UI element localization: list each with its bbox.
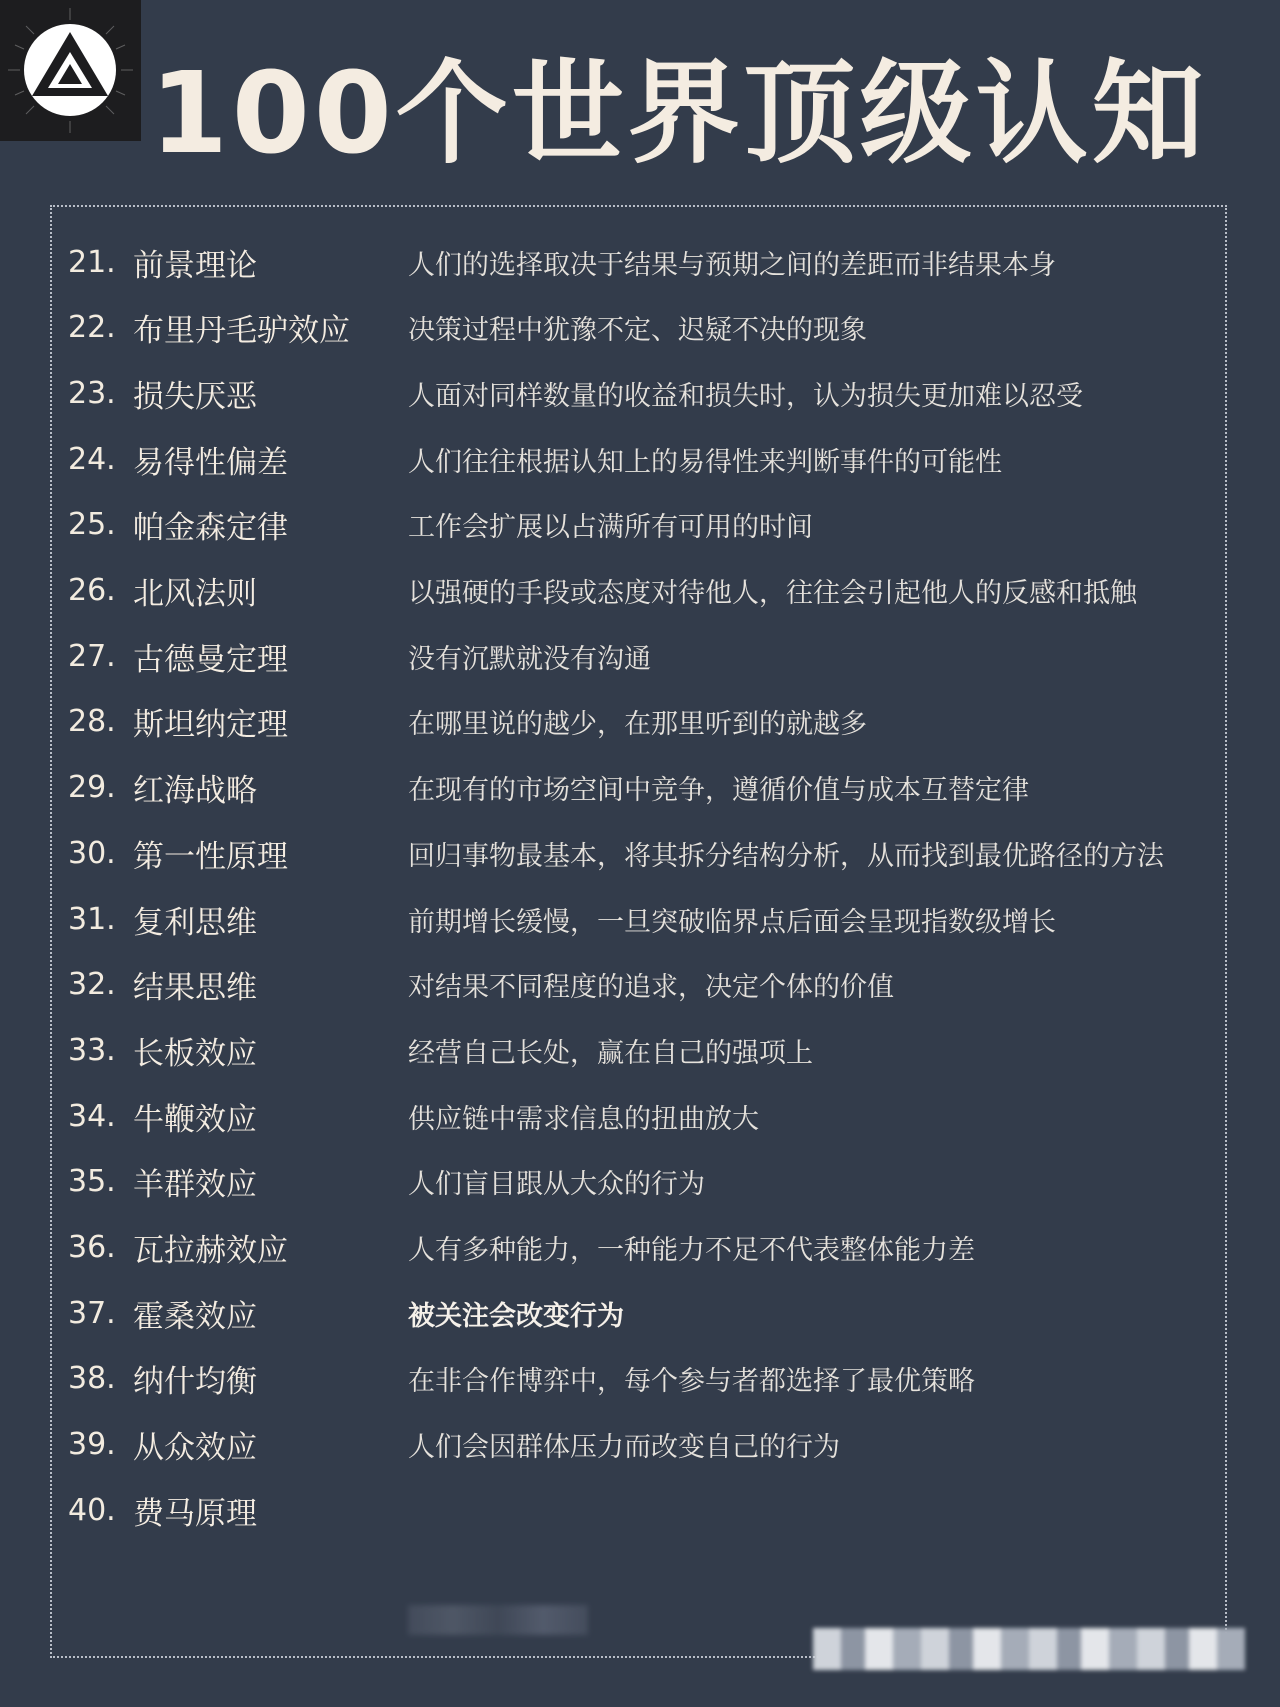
item-description: 供应链中需求信息的扭曲放大 — [408, 1103, 759, 1135]
item-number: 28. — [68, 704, 116, 740]
item-number: 34. — [68, 1098, 116, 1134]
item-description: 人们盲目跟从大众的行为 — [408, 1169, 705, 1201]
item-description: 人们往往根据认知上的易得性来判断事件的可能性 — [408, 446, 1002, 478]
item-description: 没有沉默就没有沟通 — [408, 643, 651, 675]
list-item — [68, 235, 1218, 289]
item-description: 人面对同样数量的收益和损失时，认为损失更加难以忍受 — [408, 380, 1083, 412]
item-number: 23. — [68, 375, 116, 411]
item-term: 费马原理 — [133, 1495, 257, 1532]
item-number: 33. — [68, 1032, 116, 1068]
item-number: 30. — [68, 835, 116, 871]
item-number: 24. — [68, 441, 116, 477]
list-item — [68, 564, 1218, 618]
item-description: 在哪里说的越少，在那里听到的就越多 — [408, 709, 867, 741]
list-item — [68, 1418, 1218, 1472]
item-description: 回归事物最基本，将其拆分结构分析，从而找到最优路径的方法 — [408, 840, 1164, 872]
list-item — [68, 695, 1218, 749]
list-item — [68, 1483, 1218, 1537]
item-number: 32. — [68, 967, 116, 1003]
list-item — [68, 1352, 1218, 1406]
logo — [0, 0, 141, 141]
list-item — [68, 892, 1218, 946]
item-term: 瓦拉赫效应 — [133, 1233, 288, 1269]
item-description: 人们的选择取决于结果与预期之间的差距而非结果本身 — [408, 249, 1056, 281]
item-number: 38. — [68, 1361, 116, 1397]
list-item — [68, 1155, 1218, 1209]
item-term: 损失厌恶 — [133, 378, 257, 415]
item-description: 以强硬的手段或态度对待他人，往往会引起他人的反感和抵触 — [408, 578, 1137, 609]
item-description: 在现有的市场空间中竞争，遵循价值与成本互替定律 — [408, 775, 1029, 807]
item-number: 21. — [68, 244, 116, 280]
item-description: 人有多种能力，一种能力不足不代表整体能力差 — [408, 1235, 975, 1266]
item-number: 40. — [68, 1492, 116, 1528]
item-term: 帕金森定律 — [133, 510, 288, 547]
item-description: 对结果不同程度的追求，决定个体的价值 — [408, 972, 894, 1004]
list-item — [68, 1221, 1218, 1275]
item-term: 纳什均衡 — [133, 1364, 257, 1401]
item-term: 羊群效应 — [133, 1167, 257, 1204]
list-item — [68, 958, 1218, 1012]
item-term: 从众效应 — [133, 1430, 257, 1467]
item-number: 36. — [68, 1230, 116, 1265]
item-number: 26. — [68, 573, 116, 608]
item-term: 古德曼定理 — [133, 641, 288, 678]
item-term: 复利思维 — [133, 904, 257, 941]
item-term: 布里丹毛驴效应 — [133, 313, 350, 350]
page-title: 100个世界顶级认知 — [150, 49, 1208, 179]
item-description: 决策过程中犹豫不定、迟疑不决的现象 — [408, 315, 867, 347]
item-number: 25. — [68, 507, 116, 543]
item-term: 霍桑效应 — [133, 1298, 257, 1335]
item-term: 牛鞭效应 — [133, 1101, 257, 1138]
item-number: 22. — [68, 310, 116, 346]
item-description: 工作会扩展以占满所有可用的时间 — [408, 512, 813, 544]
item-term: 易得性偏差 — [133, 444, 288, 481]
item-term: 结果思维 — [133, 970, 257, 1007]
item-description: 人们会因群体压力而改变自己的行为 — [408, 1432, 840, 1464]
list-item — [68, 366, 1218, 420]
list-item — [68, 1089, 1218, 1143]
blurred-text — [408, 1605, 588, 1635]
item-number: 37. — [68, 1295, 116, 1331]
list-item — [68, 1286, 1218, 1340]
item-term: 长板效应 — [133, 1035, 257, 1072]
blurred-watermark — [813, 1628, 1245, 1670]
list-item — [68, 301, 1218, 355]
item-number: 35. — [68, 1164, 116, 1200]
item-term: 北风法则 — [133, 576, 257, 612]
list-item — [68, 629, 1218, 683]
item-term: 第一性原理 — [133, 838, 288, 875]
item-number: 27. — [68, 638, 116, 674]
list-item — [68, 1023, 1218, 1077]
item-number: 29. — [68, 770, 116, 806]
item-description: 在非合作博弈中，每个参与者都选择了最优策略 — [408, 1366, 975, 1398]
item-term: 斯坦纳定理 — [133, 707, 288, 744]
list-item — [68, 432, 1218, 486]
item-number: 39. — [68, 1427, 116, 1463]
item-description: 被关注会改变行为 — [408, 1300, 624, 1332]
item-term: 前景理论 — [133, 247, 257, 284]
delta-triangle-icon — [0, 0, 141, 141]
list-item — [68, 498, 1218, 552]
list-item — [68, 761, 1218, 815]
item-term: 红海战略 — [133, 773, 257, 810]
item-description: 前期增长缓慢，一旦突破临界点后面会呈现指数级增长 — [408, 906, 1056, 938]
item-number: 31. — [68, 901, 116, 937]
list-item — [68, 826, 1218, 880]
item-description: 经营自己长处，赢在自己的强项上 — [408, 1037, 813, 1069]
